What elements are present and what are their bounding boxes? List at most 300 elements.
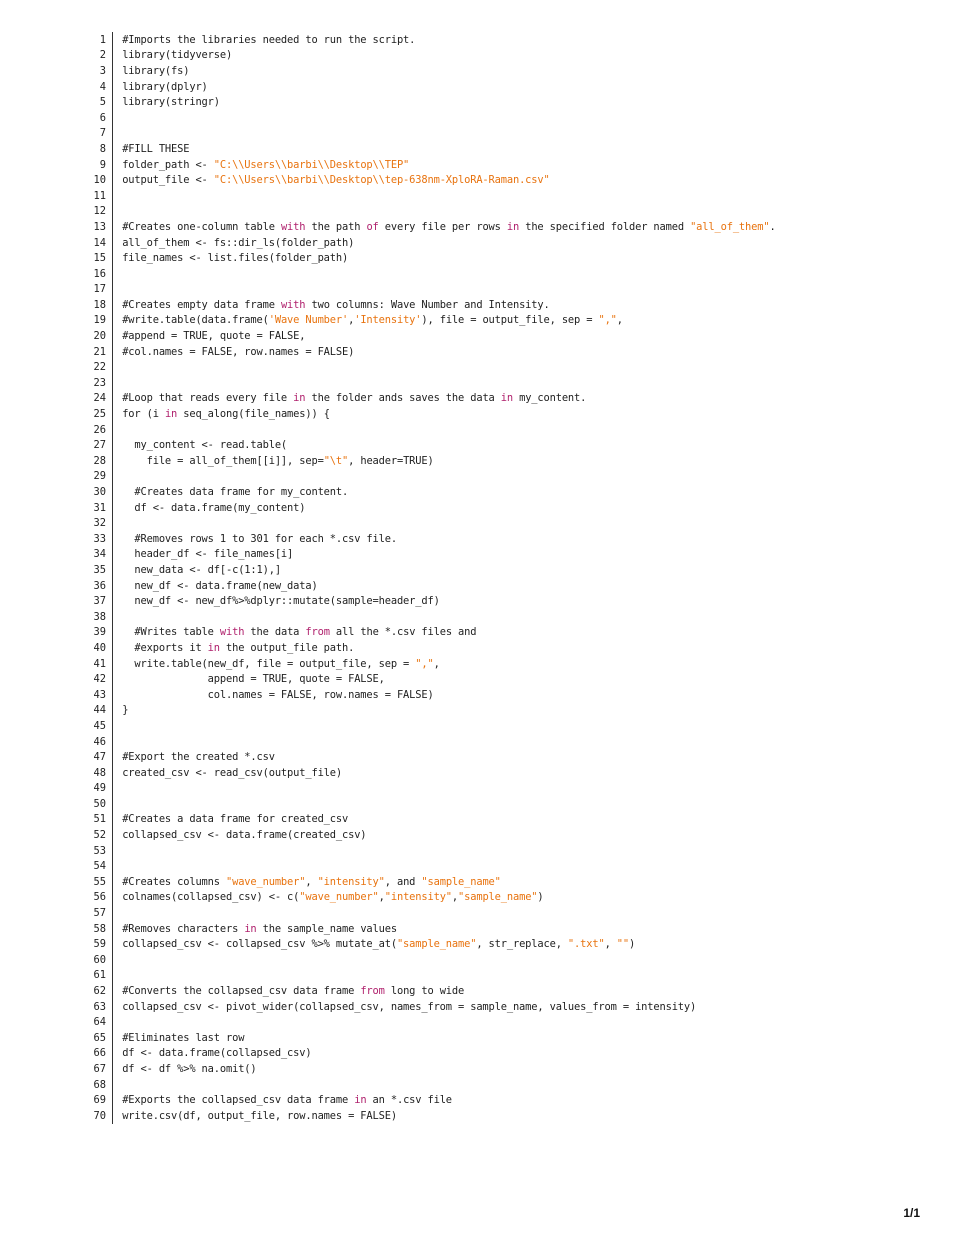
code-token: new_df <- new_df%>%dplyr::mutate(sample=header_df) <box>122 595 440 608</box>
code-token: the specified folder named <box>519 220 691 233</box>
gutter-divider <box>112 32 113 48</box>
code-token: , and <box>384 875 422 888</box>
code-line <box>78 890 776 906</box>
code-text <box>122 486 348 498</box>
code-token: colnames(collapsed_csv) <- c( <box>122 891 300 904</box>
code-line <box>78 1014 776 1030</box>
gutter-divider <box>112 593 113 609</box>
code-line <box>78 656 776 672</box>
string-literal: "intensity" <box>317 875 385 888</box>
gutter-divider <box>112 703 113 719</box>
line-number: 2 <box>99 49 106 62</box>
gutter-divider <box>112 640 113 656</box>
code-text <box>122 314 623 326</box>
gutter-divider <box>112 282 113 298</box>
string-literal: "sample_name" <box>396 938 477 951</box>
code-text <box>122 174 549 186</box>
code-line <box>78 422 776 438</box>
code-line <box>78 1046 776 1062</box>
code-line <box>78 266 776 282</box>
code-text <box>122 548 293 560</box>
line-number: 9 <box>99 158 106 171</box>
line-number: 66 <box>93 1047 106 1060</box>
line-number: 27 <box>93 439 106 452</box>
gutter-divider <box>112 890 113 906</box>
code-token: , <box>616 314 623 327</box>
code-text <box>122 642 354 654</box>
gutter-divider <box>112 671 113 687</box>
code-line <box>78 609 776 625</box>
line-number: 12 <box>93 205 106 218</box>
code-line <box>78 562 776 578</box>
gutter-divider <box>112 749 113 765</box>
code-line <box>78 858 776 874</box>
gutter-divider <box>112 936 113 952</box>
gutter-divider <box>112 344 113 360</box>
code-token: file_names <- list.files(folder_path) <box>122 252 349 265</box>
code-line <box>78 188 776 204</box>
code-text <box>122 392 586 404</box>
code-token: #Export the created *.csv <box>122 751 275 764</box>
code-line <box>78 297 776 313</box>
code-line <box>78 500 776 516</box>
code-line <box>78 703 776 719</box>
code-text <box>122 221 775 233</box>
code-token: collapsed_csv <- pivot_wider(collapsed_csv, names_from = sample_name, values_from = intensity) <box>122 1000 697 1013</box>
gutter-divider <box>112 718 113 734</box>
code-token: ) <box>537 891 544 904</box>
gutter-divider <box>112 983 113 999</box>
gutter-divider <box>112 453 113 469</box>
code-text <box>122 891 543 903</box>
code-line <box>78 983 776 999</box>
code-token: #Removes rows 1 to 301 for each *.csv file. <box>122 532 397 545</box>
gutter-divider <box>112 172 113 188</box>
code-token: , str_replace, <box>476 938 568 951</box>
keyword: in <box>207 641 220 654</box>
code-text <box>122 502 305 514</box>
line-number: 50 <box>93 797 106 810</box>
line-number: 58 <box>93 922 106 935</box>
code-line <box>78 359 776 375</box>
code-token: my_content <- read.table( <box>122 439 288 452</box>
code-text <box>122 65 189 77</box>
code-line <box>78 126 776 142</box>
line-number: 31 <box>93 501 106 514</box>
line-number: 59 <box>93 938 106 951</box>
code-text <box>122 813 348 825</box>
code-text <box>122 237 354 249</box>
gutter-divider <box>112 313 113 329</box>
code-text <box>122 580 317 592</box>
code-token: append = TRUE, quote = FALSE, <box>122 673 385 686</box>
gutter-divider <box>112 968 113 984</box>
code-line <box>78 640 776 656</box>
line-number: 40 <box>93 641 106 654</box>
code-token: #Converts the collapsed_csv data frame <box>122 985 361 998</box>
line-number: 37 <box>93 595 106 608</box>
gutter-divider <box>112 547 113 563</box>
code-text <box>122 876 501 888</box>
line-number: 5 <box>99 96 106 109</box>
gutter-divider <box>112 63 113 79</box>
line-number: 67 <box>93 1062 106 1075</box>
line-number: 63 <box>93 1000 106 1013</box>
code-text <box>122 658 440 670</box>
code-text <box>122 1047 311 1059</box>
code-token: df <- data.frame(my_content) <box>122 501 306 514</box>
gutter-divider <box>112 827 113 843</box>
code-token: the path <box>305 220 367 233</box>
keyword: from <box>305 626 330 639</box>
code-line <box>78 32 776 48</box>
code-text <box>122 689 433 701</box>
line-number: 60 <box>93 953 106 966</box>
line-number: 34 <box>93 548 106 561</box>
gutter-divider <box>112 905 113 921</box>
gutter-divider <box>112 812 113 828</box>
code-line <box>78 687 776 703</box>
gutter-divider <box>112 765 113 781</box>
gutter-divider <box>112 578 113 594</box>
code-token: , <box>378 891 385 904</box>
code-line <box>78 219 776 235</box>
code-token: #Eliminates last row <box>122 1031 245 1044</box>
code-token: new_data <- df[-c(1:1),] <box>122 563 281 576</box>
code-token: library(tidyverse) <box>122 49 233 62</box>
code-token: #Imports the libraries needed to run the script. <box>122 33 416 46</box>
gutter-divider <box>112 188 113 204</box>
gutter-divider <box>112 858 113 874</box>
code-line <box>78 48 776 64</box>
keyword: from <box>360 985 385 998</box>
keyword: with <box>280 220 306 233</box>
code-line <box>78 547 776 563</box>
gutter-divider <box>112 500 113 516</box>
gutter-divider <box>112 687 113 703</box>
code-text <box>122 330 305 342</box>
code-token: #append = TRUE, quote = FALSE, <box>122 330 306 343</box>
code-token: #Creates columns <box>122 875 226 888</box>
line-number: 61 <box>93 969 106 982</box>
code-token: #Creates data frame for my_content. <box>122 486 349 499</box>
line-number: 1 <box>99 33 106 46</box>
code-line <box>78 250 776 266</box>
gutter-divider <box>112 94 113 110</box>
keyword: in <box>293 392 306 405</box>
code-token: ) <box>629 938 636 951</box>
code-token: for (i <box>122 408 165 421</box>
gutter-divider <box>112 484 113 500</box>
code-token: , <box>305 875 318 888</box>
code-text <box>122 985 464 997</box>
code-line <box>78 718 776 734</box>
line-number: 54 <box>93 860 106 873</box>
string-literal: "all_of_them" <box>690 220 770 233</box>
code-token: new_df <- data.frame(new_data) <box>122 579 318 592</box>
gutter-divider <box>112 266 113 282</box>
gutter-divider <box>112 204 113 220</box>
code-token: ), file = output_file, sep = <box>421 314 599 327</box>
code-line <box>78 157 776 173</box>
code-text <box>122 96 220 108</box>
code-line <box>78 235 776 251</box>
code-token: every file per rows <box>378 220 507 233</box>
gutter-divider <box>112 656 113 672</box>
code-token: library(stringr) <box>122 96 220 109</box>
code-token: my_content. <box>512 392 587 405</box>
line-number: 33 <box>93 532 106 545</box>
code-token: created_csv <- read_csv(output_file) <box>122 766 342 779</box>
line-number: 20 <box>93 330 106 343</box>
line-number: 6 <box>99 111 106 124</box>
line-number: 22 <box>93 361 106 374</box>
code-token: the data <box>244 626 306 639</box>
gutter-divider <box>112 1061 113 1077</box>
line-number: 53 <box>93 844 106 857</box>
code-line <box>78 578 776 594</box>
code-token: all the *.csv files and <box>329 626 477 639</box>
line-number: 45 <box>93 719 106 732</box>
code-token: the output_file path. <box>219 641 355 654</box>
code-token: , <box>604 938 617 951</box>
code-text <box>122 751 275 763</box>
code-token: two columns: Wave Number and Intensity. <box>305 298 550 311</box>
code-token: , <box>433 657 440 670</box>
code-line <box>78 1061 776 1077</box>
code-token: #Exports the collapsed_csv data frame <box>122 1094 355 1107</box>
gutter-divider <box>112 1077 113 1093</box>
code-line <box>78 781 776 797</box>
string-literal: 'Wave Number' <box>268 314 349 327</box>
gutter-divider <box>112 79 113 95</box>
code-token: folder_path <- <box>122 158 214 171</box>
gutter-divider <box>112 328 113 344</box>
code-line <box>78 765 776 781</box>
code-line <box>78 827 776 843</box>
code-text <box>122 49 232 61</box>
gutter-divider <box>112 843 113 859</box>
code-token: , <box>348 314 355 327</box>
code-line <box>78 874 776 890</box>
code-text <box>122 408 330 420</box>
keyword: of <box>366 220 379 233</box>
line-number: 23 <box>93 376 106 389</box>
gutter-divider <box>112 625 113 641</box>
gutter-divider <box>112 921 113 937</box>
line-number: 64 <box>93 1016 106 1029</box>
gutter-divider <box>112 1108 113 1124</box>
keyword: in <box>244 922 257 935</box>
code-line <box>78 921 776 937</box>
code-text <box>122 34 415 46</box>
line-number: 38 <box>93 610 106 623</box>
gutter-divider <box>112 999 113 1015</box>
line-number: 7 <box>99 127 106 140</box>
code-line <box>78 344 776 360</box>
line-number: 15 <box>93 252 106 265</box>
code-line <box>78 812 776 828</box>
line-number: 43 <box>93 688 106 701</box>
code-text <box>122 252 348 264</box>
code-token: #exports it <box>122 641 208 654</box>
code-line <box>78 796 776 812</box>
line-number: 69 <box>93 1094 106 1107</box>
code-token: header_df <- file_names[i] <box>122 548 294 561</box>
code-text <box>122 346 354 358</box>
string-literal: "," <box>598 314 617 327</box>
code-text <box>122 829 366 841</box>
code-token: col.names = FALSE, row.names = FALSE) <box>122 688 434 701</box>
code-token: #Removes characters <box>122 922 245 935</box>
code-line <box>78 936 776 952</box>
code-text <box>122 439 287 451</box>
gutter-divider <box>112 141 113 157</box>
line-number: 41 <box>93 657 106 670</box>
code-text <box>122 81 207 93</box>
keyword: in <box>164 408 178 421</box>
code-line <box>78 391 776 407</box>
code-line <box>78 952 776 968</box>
code-token: collapsed_csv <- collapsed_csv %>% mutate_at( <box>122 938 397 951</box>
gutter-divider <box>112 469 113 485</box>
keyword: in <box>500 392 513 405</box>
code-token: library(dplyr) <box>122 80 208 93</box>
gutter-divider <box>112 157 113 173</box>
code-line <box>78 1092 776 1108</box>
gutter-divider <box>112 796 113 812</box>
code-token: #Loop that reads every file <box>122 392 294 405</box>
code-text <box>122 455 433 467</box>
line-number: 55 <box>93 875 106 888</box>
line-number: 49 <box>93 782 106 795</box>
line-number: 48 <box>93 766 106 779</box>
code-line <box>78 999 776 1015</box>
code-line <box>78 531 776 547</box>
code-text <box>122 767 342 779</box>
code-token: #Creates a data frame for created_csv <box>122 813 349 826</box>
line-number: 19 <box>93 314 106 327</box>
gutter-divider <box>112 250 113 266</box>
code-text <box>122 533 397 545</box>
line-number: 21 <box>93 345 106 358</box>
line-number: 57 <box>93 907 106 920</box>
gutter-divider <box>112 531 113 547</box>
code-token: , <box>451 891 459 904</box>
code-token: all_of_them <- fs::dir_ls(folder_path) <box>122 236 355 249</box>
code-token: #write.table(data.frame( <box>122 314 269 327</box>
code-token: seq_along(file_names)) { <box>177 408 330 421</box>
code-line <box>78 734 776 750</box>
gutter-divider <box>112 110 113 126</box>
code-line <box>78 843 776 859</box>
string-literal: "" <box>616 938 629 951</box>
code-line <box>78 1108 776 1124</box>
gutter-divider <box>112 126 113 142</box>
gutter-divider <box>112 422 113 438</box>
code-token: . <box>769 220 776 233</box>
line-number: 14 <box>93 236 106 249</box>
code-token: the sample_name values <box>256 922 397 935</box>
code-token: write.csv(df, output_file, row.names = FALSE) <box>122 1109 397 1122</box>
gutter-divider <box>112 1014 113 1030</box>
code-token: df <- df %>% na.omit() <box>122 1062 257 1075</box>
code-line <box>78 484 776 500</box>
keyword: with <box>219 626 245 639</box>
code-text <box>122 595 440 607</box>
code-token: file = all_of_them[[i]], sep= <box>122 454 324 467</box>
line-number: 3 <box>99 64 106 77</box>
line-number: 25 <box>93 408 106 421</box>
code-token: write.table(new_df, file = output_file, sep = <box>122 657 416 670</box>
code-token: #col.names = FALSE, row.names = FALSE) <box>122 345 355 358</box>
code-line <box>78 593 776 609</box>
string-literal: "wave_number" <box>225 875 306 888</box>
keyword: in <box>506 220 520 233</box>
gutter-divider <box>112 952 113 968</box>
line-number: 56 <box>93 891 106 904</box>
code-line <box>78 328 776 344</box>
string-literal: "sample_name" <box>458 891 538 904</box>
line-number: 52 <box>93 829 106 842</box>
code-token: the folder ands saves the data <box>305 392 501 405</box>
code-text <box>122 1032 244 1044</box>
line-number: 44 <box>93 704 106 717</box>
code-line <box>78 749 776 765</box>
gutter-divider <box>112 874 113 890</box>
code-text <box>122 626 476 638</box>
line-number: 16 <box>93 267 106 280</box>
line-number: 35 <box>93 563 106 576</box>
gutter-divider <box>112 1030 113 1046</box>
line-number: 29 <box>93 470 106 483</box>
code-line <box>78 313 776 329</box>
line-number: 13 <box>93 220 106 233</box>
line-number: 70 <box>93 1109 106 1122</box>
code-token: an *.csv file <box>366 1094 452 1107</box>
string-literal: "C:\\Users\\barbi\\Desktop\\tep-638nm-XploRA-Raman.csv" <box>213 174 550 187</box>
code-token: , header=TRUE) <box>348 454 434 467</box>
code-line <box>78 625 776 641</box>
code-text <box>122 1001 696 1013</box>
code-line <box>78 469 776 485</box>
code-line <box>78 905 776 921</box>
gutter-divider <box>112 609 113 625</box>
gutter-divider <box>112 1092 113 1108</box>
page-indicator: 1/1 <box>903 1206 920 1220</box>
gutter-divider <box>112 375 113 391</box>
gutter-divider <box>112 781 113 797</box>
line-number: 51 <box>93 813 106 826</box>
code-listing <box>78 32 776 1124</box>
code-line <box>78 453 776 469</box>
gutter-divider <box>112 1046 113 1062</box>
line-number: 47 <box>93 751 106 764</box>
code-text <box>122 704 128 716</box>
gutter-divider <box>112 297 113 313</box>
keyword: in <box>354 1094 367 1107</box>
line-number: 36 <box>93 579 106 592</box>
code-text <box>122 143 189 155</box>
code-token: long to wide <box>384 985 465 998</box>
gutter-divider <box>112 219 113 235</box>
line-number: 18 <box>93 298 106 311</box>
line-number: 17 <box>93 283 106 296</box>
line-number: 28 <box>93 454 106 467</box>
code-line <box>78 141 776 157</box>
string-literal: "C:\\Users\\barbi\\Desktop\\TEP" <box>213 158 410 171</box>
code-line <box>78 406 776 422</box>
